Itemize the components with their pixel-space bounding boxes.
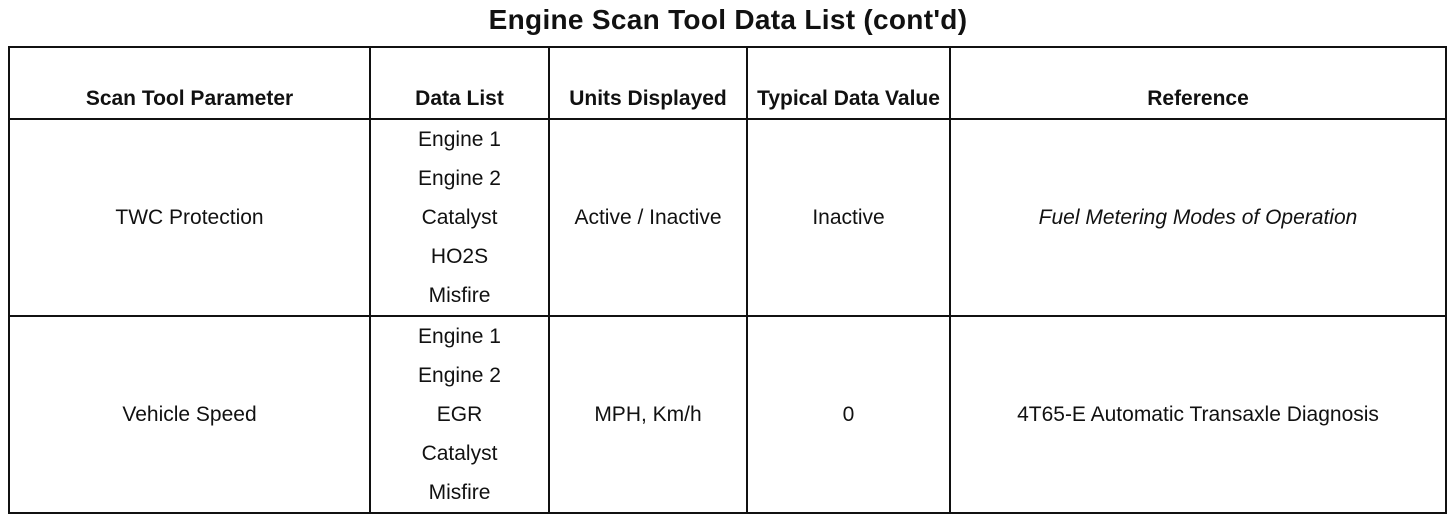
- data-list-item: Engine 1: [418, 128, 501, 151]
- column-header-reference: Reference: [950, 47, 1446, 119]
- data-list-item: HO2S: [430, 245, 489, 268]
- table-header-row: [9, 47, 1446, 119]
- reference-cell: Fuel Metering Modes of Operation: [950, 119, 1446, 316]
- parameter-cell: TWC Protection: [9, 119, 370, 316]
- units-cell: MPH, Km/h: [549, 316, 747, 513]
- data-list-item: Catalyst: [421, 206, 498, 229]
- typical-value-cell: 0: [747, 316, 950, 513]
- data-list-cell: [370, 119, 549, 316]
- column-header-units: Units Displayed: [549, 47, 747, 119]
- scan-tool-data-table: [8, 46, 1447, 514]
- typical-value-cell: Inactive: [747, 119, 950, 316]
- data-list-item: Misfire: [428, 284, 491, 307]
- page-title: Engine Scan Tool Data List (cont'd): [488, 4, 968, 35]
- table-row: [9, 119, 1446, 316]
- parameter-cell: Vehicle Speed: [9, 316, 370, 513]
- data-list-item: Catalyst: [421, 442, 498, 465]
- data-list-item: Misfire: [428, 481, 491, 504]
- data-list-item: Engine 2: [418, 167, 501, 190]
- column-header-data-list: Data List: [370, 47, 549, 119]
- data-list-item: Engine 2: [418, 364, 501, 387]
- reference-cell: 4T65-E Automatic Transaxle Diagnosis: [950, 316, 1446, 513]
- units-cell: Active / Inactive: [549, 119, 747, 316]
- column-header-parameter: Scan Tool Parameter: [9, 47, 370, 119]
- data-list-item: Engine 1: [418, 325, 501, 348]
- data-list-item: EGR: [436, 403, 483, 426]
- table-row: [9, 316, 1446, 513]
- data-list-cell: [370, 316, 549, 513]
- column-header-typical-value: Typical Data Value: [747, 47, 950, 119]
